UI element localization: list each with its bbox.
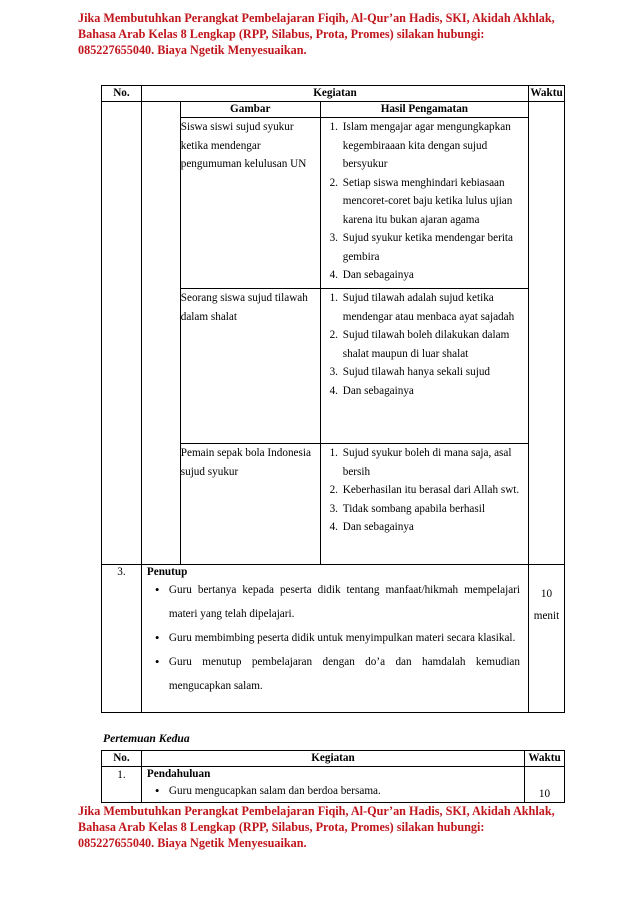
pendahuluan-waktu: 10 [525, 767, 565, 803]
observation-indent-cell [141, 102, 180, 565]
gambar-text: Seorang siswa sujud tilawah dalam shalat [180, 289, 320, 444]
penutup-list [147, 578, 524, 698]
contact-banner-bottom: Jika Membutuhkan Perangkat Pembelajaran Fiqih, Al-Qur’an Hadis, SKI, Akidah Akhlak, Bahasa Arab Kelas 8 Lengkap (RPP, Silabus, Prota, Promes) silakan hubungi: 085227655040. Biaya Ngetik Menyesuaikan. [78, 804, 555, 850]
list-item: 2. Keberhasilan itu berasal dari Allah swt. [341, 481, 528, 500]
list-item: 1. Sujud tilawah adalah sujud ketika mendengar atau menbaca ayat sajadah [341, 289, 528, 326]
table-header-row [102, 86, 565, 102]
list-item: • Guru membimbing peserta didik untuk menyimpulkan materi secara klasikal. [169, 626, 524, 650]
pendahuluan-title: Pendahuluan [146, 768, 211, 780]
header-waktu: Waktu [529, 86, 565, 102]
observation-item-row [180, 444, 528, 564]
hasil-cell [320, 289, 528, 444]
header-kegiatan: Kegiatan [141, 751, 524, 767]
observation-waktu-cell [529, 102, 565, 565]
gambar-text: Pemain sepak bola Indonesia sujud syukur [180, 444, 320, 564]
list-item: • Guru bertanya kepada peserta didik tentang manfaat/hikmah mempelajari materi yang telah dipelajari. [169, 578, 524, 626]
hasil-cell [320, 444, 528, 564]
pendahuluan-cell [141, 767, 524, 803]
list-item: 2. Sujud tilawah boleh dilakukan dalam shalat maupun di luar shalat [341, 326, 528, 363]
penutup-row [102, 564, 565, 712]
hasil-list [321, 444, 528, 537]
activity-table [101, 85, 565, 713]
contact-banner-top: Jika Membutuhkan Perangkat Pembelajaran Fiqih, Al-Qur’an Hadis, SKI, Akidah Akhlak, Bahasa Arab Kelas 8 Lengkap (RPP, Silabus, Prota, Promes) silakan hubungi: 085227655040. Biaya Ngetik Menyesuaikan. [78, 11, 555, 57]
observation-item-row [180, 289, 528, 444]
list-item: 1. Sujud syukur boleh di mana saja, asal bersih [341, 444, 528, 481]
hasil-list [321, 118, 528, 285]
list-item: 1. Islam mengajar agar mengungkapkan kegembiraaan kita dengan sujud bersyukur [341, 118, 528, 174]
observation-row [102, 102, 565, 565]
pendahuluan-list [147, 780, 520, 802]
gambar-text: Siswa siswi sujud syukur ketika mendengar pengumuman kelulusan UN [180, 118, 320, 289]
list-item: 3. Sujud syukur ketika mendengar berita gembira [341, 229, 528, 266]
observation-cell [180, 102, 528, 565]
hasil-list [321, 289, 528, 400]
header-gambar: Gambar [180, 102, 320, 118]
hasil-cell [320, 118, 528, 289]
list-item: 4. Dan sebagainya [341, 266, 528, 285]
header-hasil: Hasil Pengamatan [320, 102, 528, 118]
header-kegiatan: Kegiatan [141, 86, 528, 102]
list-item: 4. Dan sebagainya [341, 518, 528, 537]
penutup-title: Penutup [146, 565, 188, 578]
table-header-row [102, 751, 565, 767]
pendahuluan-no: 1. [102, 767, 142, 803]
list-item: • Guru mengucapkan salam dan berdoa bersama. [169, 780, 520, 802]
header-waktu: Waktu [525, 751, 565, 767]
observation-item-row [180, 118, 528, 289]
pendahuluan-row [102, 767, 565, 803]
pertemuan-kedua-table [101, 750, 565, 803]
list-item: 2. Setiap siswa menghindari kebiasaan mencoret-coret baju ketika lulus ujian karena itu bukan ajaran agama [341, 174, 528, 230]
observation-header-row [180, 102, 528, 118]
header-no: No. [102, 751, 142, 767]
penutup-no: 3. [102, 564, 142, 712]
penutup-cell [141, 564, 528, 712]
penutup-waktu: 10 menit [529, 564, 565, 712]
section-label: Pertemuan Kedua [103, 732, 190, 745]
list-item: 3. Tidak sombang apabila berhasil [341, 500, 528, 519]
header-no: No. [102, 86, 142, 102]
list-item: 4. Dan sebagainya [341, 382, 528, 401]
observation-table [180, 102, 529, 564]
list-item: 3. Sujud tilawah hanya sekali sujud [341, 363, 528, 382]
list-item: • Guru menutup pembelajaran dengan do’a dan hamdalah kemudian mengucapkan salam. [169, 650, 524, 698]
observation-no-cell [102, 102, 142, 565]
